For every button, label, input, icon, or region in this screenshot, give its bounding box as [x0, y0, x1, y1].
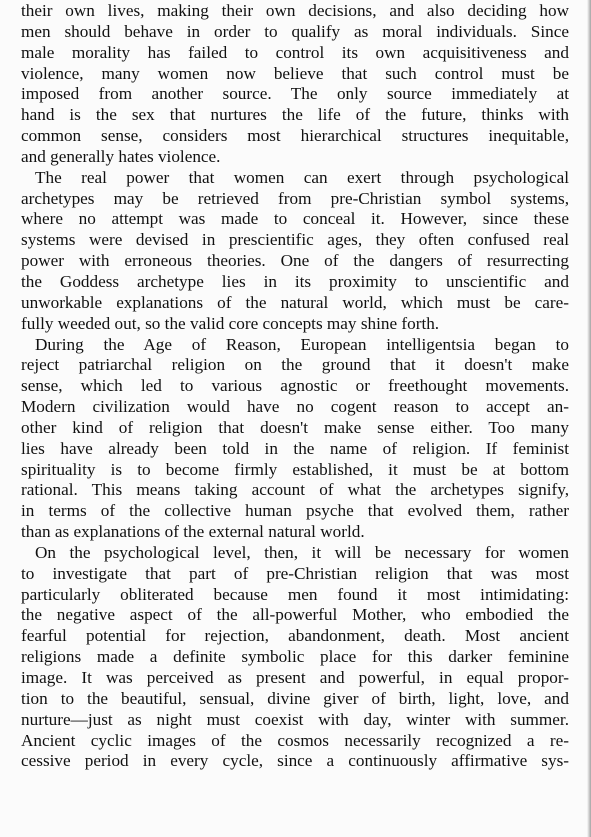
text-line: reject patriarchal religion on the ground that it doesn't make [21, 355, 569, 375]
text-line: their own lives, making their own decisions, and also deciding how [21, 1, 569, 20]
text-line: common sense, considers most hierarchical structures inequitable, [21, 126, 569, 146]
text-line: in terms of the collective human psyche that evolved them, rather [21, 501, 569, 521]
text-line: the Goddess archetype lies in its proximity to unscientific and [21, 271, 569, 291]
text-line: and generally hates violence. [21, 146, 221, 166]
text-line: sense, which led to various agnostic or freethought movements. [21, 376, 569, 396]
text-line: religions made a definite symbolic place for this darker feminine [21, 647, 569, 667]
text-line: unworkable explanations of the natural world, which must be care- [21, 292, 569, 312]
body-text [21, 1, 569, 772]
text-line: violence, many women now believe that such control must be [21, 63, 569, 83]
text-line: fearful potential for rejection, abandonment, death. Most ancient [21, 626, 569, 646]
text-line: lies have already been told in the name of religion. If feminist [21, 438, 569, 458]
text-line: nurture—just as night must coexist with day, winter with summer. [21, 709, 569, 729]
text-line: spirituality is to become firmly established, it must be at bottom [21, 459, 569, 479]
text-line: the negative aspect of the all-powerful Mother, who embodied the [21, 605, 569, 625]
text-line: cessive period in every cycle, since a continuously affirmative sys- [21, 751, 569, 771]
text-line: rational. This means taking account of what the archetypes signify, [21, 480, 569, 500]
text-line: where no attempt was made to conceal it. However, since these [21, 209, 569, 229]
text-line: image. It was perceived as present and powerful, in equal propor- [21, 668, 569, 687]
page-edge-shadow [587, 0, 591, 837]
text-line: systems were devised in prescientific ages, they often confused real [21, 230, 569, 250]
text-line: to investigate that part of pre-Christian religion that was most [21, 563, 569, 583]
text-line: than as explanations of the external natural world. [21, 522, 365, 542]
text-line: male morality has failed to control its own acquisitiveness and [21, 42, 569, 62]
paragraph-first-line: During the Age of Reason, European intelligentsia began to [35, 334, 569, 354]
text-line: tion to the beautiful, sensual, divine giver of birth, light, love, and [21, 688, 569, 708]
text-line: Modern civilization would have no cogent reason to accept an- [21, 397, 569, 417]
paragraph-first-line: On the psychological level, then, it will be necessary for women [35, 542, 569, 562]
text-line: particularly obliterated because men found it most intimidating: [21, 584, 569, 604]
text-line: hand is the sex that nurtures the life of the future, thinks with [21, 105, 569, 125]
text-line: other kind of religion that doesn't make sense either. Too many [21, 417, 569, 437]
text-line: fully weeded out, so the valid core concepts may shine forth. [21, 313, 440, 333]
text-line: Ancient cyclic images of the cosmos necessarily recognized a re- [21, 730, 569, 750]
text-line: archetypes may be retrieved from pre-Christian symbol systems, [21, 188, 569, 208]
text-line: men should behave in order to qualify as moral individuals. Since [21, 21, 569, 41]
paragraph-first-line: The real power that women can exert through psychological [35, 167, 569, 187]
text-line: power with erroneous theories. One of the dangers of resurrecting [21, 251, 569, 271]
text-line: imposed from another source. The only source immediately at [21, 84, 569, 104]
